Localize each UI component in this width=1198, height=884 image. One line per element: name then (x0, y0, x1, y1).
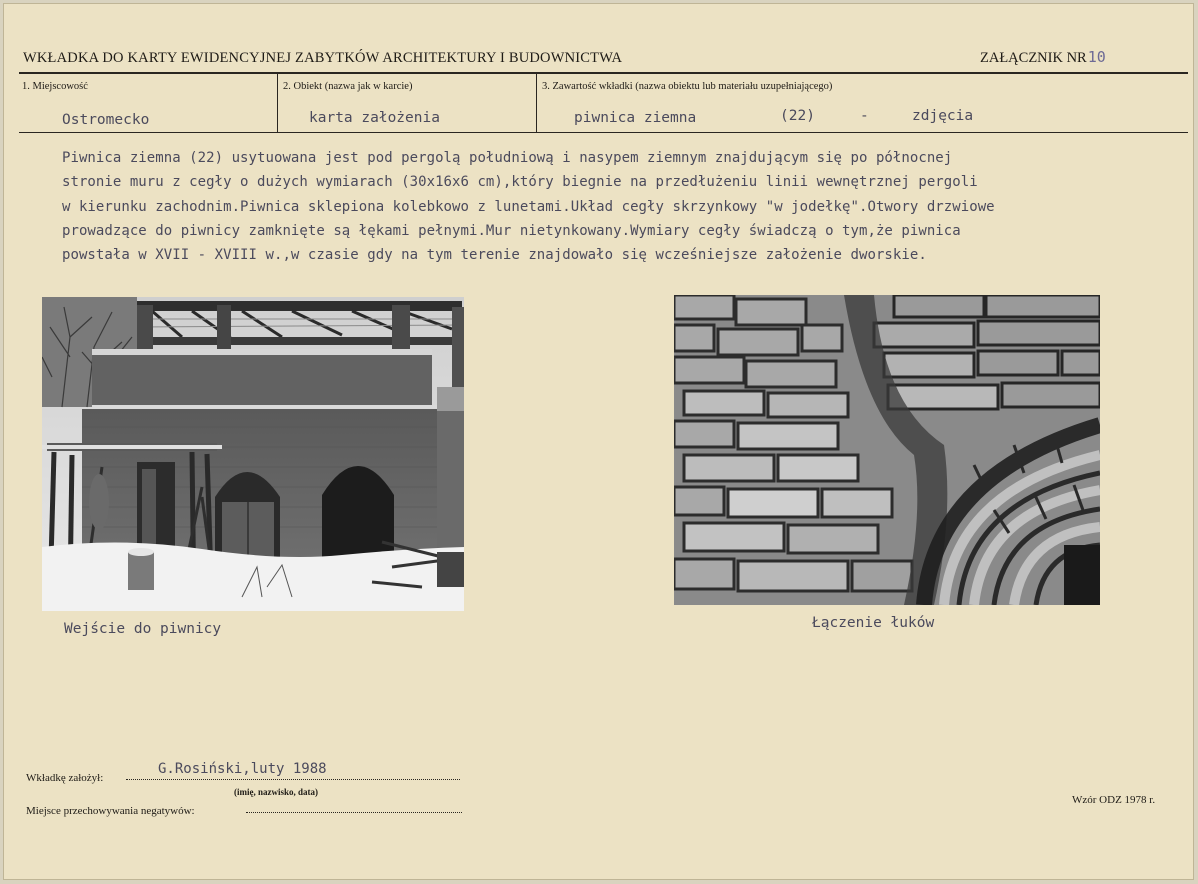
field-divider (536, 74, 537, 132)
description-line: stronie muru z cegły o dużych wymiarach (30x16x6 cm),który biegnie na przedłużeniu linii wewnętrznej pergoli (62, 174, 978, 191)
description-line: w kierunku zachodnim.Piwnica sklepiona kolebkowo z lunetami.Układ cegły skrzynkowy "w jodełkę".Otwory drzwiowe (62, 198, 995, 215)
annex-number: 10 (1087, 48, 1106, 66)
author-hint: (imię, nazwisko, data) (234, 787, 318, 797)
description-line: powstała w XVII - XVIII w.,w czasie gdy na tym terenie znajdowało się wcześniejsze założenie dworskie. (62, 247, 927, 264)
photo-caption-entrance: Wejście do piwnicy (64, 621, 222, 637)
card-title: WKŁADKA DO KARTY EWIDENCYJNEJ ZABYTKÓW ARCHITEKTURY I BUDOWNICTWA (23, 50, 623, 66)
annex-label-text: ZAŁĄCZNIK NR (980, 50, 1087, 66)
content-dash: - (860, 108, 869, 124)
description-text (62, 146, 1187, 267)
object-value: karta założenia (309, 110, 440, 126)
content-value: piwnica ziemna (574, 110, 697, 126)
brick-arches-photo (674, 295, 1100, 605)
storage-line (246, 812, 462, 813)
content-number: (22) (780, 108, 815, 124)
place-label: 1. Miejscowość (22, 81, 88, 92)
content-type: zdjęcia (912, 108, 974, 124)
inventory-card (3, 3, 1194, 880)
content-label: 3. Zawartość wkładki (nazwa obiektu lub materiału uzupełniającego) (542, 81, 833, 92)
form-label: Wzór ODZ 1978 r. (1072, 794, 1156, 806)
annex-label (980, 48, 1106, 67)
description-line: Piwnica ziemna (22) usytuowana jest pod pergolą południową i nasypem ziemnym znajdującym się po północnej (62, 150, 953, 166)
storage-label: Miejsce przechowywania negatywów: (26, 805, 195, 817)
cellar-entrance-photo (42, 297, 464, 611)
author-value: G.Rosiński,luty 1988 (158, 761, 327, 777)
header-rule (19, 72, 1188, 74)
field-divider (277, 74, 278, 132)
description-line: prowadzące do piwnicy zamknięte są łękami pełnymi.Mur nietynkowany.Wymiary cegły świadczą o tym,że piwnica (62, 222, 961, 239)
author-line (126, 779, 460, 780)
author-label: Wkładkę założył: (26, 772, 104, 784)
object-label: 2. Obiekt (nazwa jak w karcie) (283, 81, 413, 92)
place-value: Ostromecko (62, 112, 150, 128)
photo-caption-arches: Łączenie łuków (812, 615, 935, 631)
fields-rule (19, 132, 1188, 133)
